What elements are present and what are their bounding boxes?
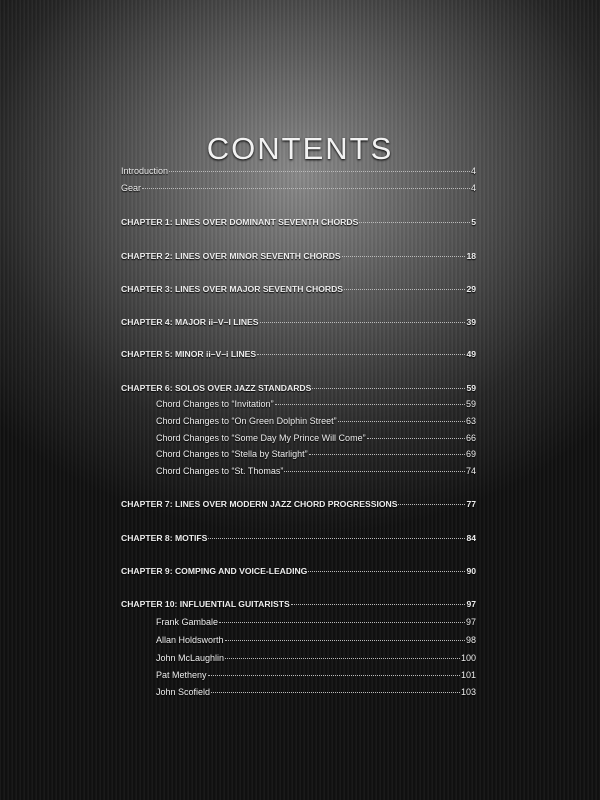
page-number: 59 [466, 383, 476, 393]
page-number: 39 [466, 317, 476, 327]
page-number: 97 [466, 599, 476, 609]
page-number: 29 [466, 284, 476, 294]
page-number: 100 [460, 653, 476, 663]
chapter-entry [121, 499, 476, 509]
sub-entry [156, 687, 476, 697]
dot-leader [275, 404, 465, 405]
page-number: 66 [465, 433, 476, 443]
page-number: 84 [466, 533, 476, 543]
toc-entry [121, 183, 476, 193]
sub-entry [156, 399, 476, 409]
page-title: CONTENTS [206, 130, 394, 166]
sub-entry [156, 617, 476, 627]
entry-label: Chord Changes to “St. Thomas” [156, 466, 284, 476]
sub-entry [156, 670, 476, 680]
entry-label: Chord Changes to “Stella by Starlight” [156, 449, 308, 459]
page-number: 5 [471, 217, 476, 227]
dot-leader [225, 658, 460, 659]
dot-leader [344, 289, 465, 290]
page-number: 74 [465, 466, 476, 476]
entry-label: CHAPTER 9: COMPING AND VOICE-LEADING [121, 566, 308, 576]
page-number: 101 [460, 670, 476, 680]
page-number: 4 [470, 166, 476, 176]
sub-entry [156, 449, 476, 459]
dot-leader [169, 171, 470, 172]
page-number: 90 [466, 566, 476, 576]
dot-leader [225, 640, 465, 641]
entry-label: CHAPTER 3: LINES OVER MAJOR SEVENTH CHORDS [121, 284, 344, 294]
dot-leader [208, 538, 465, 539]
dot-leader [359, 222, 470, 223]
entry-label: Introduction [121, 166, 169, 176]
chapter-entry [121, 383, 476, 393]
entry-label: Allan Holdsworth [156, 635, 224, 645]
entry-label: CHAPTER 4: MAJOR ii–V–I LINES [121, 317, 259, 327]
sub-entry [156, 466, 476, 476]
chapter-entry [121, 284, 476, 294]
entry-label: Chord Changes to “On Green Dolphin Street” [156, 416, 337, 426]
entry-label: John McLaughlin [156, 653, 225, 663]
entry-label: CHAPTER 6: SOLOS OVER JAZZ STANDARDS [121, 383, 312, 393]
entry-label: Gear [121, 183, 142, 193]
chapter-entry [121, 317, 476, 327]
dot-leader [291, 604, 466, 605]
page-number: 49 [466, 349, 476, 359]
chapter-entry [121, 533, 476, 543]
chapter-entry [121, 217, 476, 227]
dot-leader [211, 692, 460, 693]
page-number: 59 [465, 399, 476, 409]
chapter-entry [121, 349, 476, 359]
entry-label: Chord Changes to “Some Day My Prince Will Come” [156, 433, 366, 443]
dot-leader [338, 421, 465, 422]
entry-label: Pat Metheny [156, 670, 207, 680]
entry-label: Chord Changes to “Invitation” [156, 399, 274, 409]
entry-label: CHAPTER 1: LINES OVER DOMINANT SEVENTH CHORDS [121, 217, 359, 227]
entry-label: John Scofield [156, 687, 211, 697]
dot-leader [260, 322, 466, 323]
dot-leader [257, 354, 465, 355]
chapter-entry [121, 251, 476, 261]
dot-leader [219, 622, 465, 623]
page-number: 4 [470, 183, 476, 193]
page-number: 18 [466, 251, 476, 261]
page-number: 77 [466, 499, 476, 509]
dot-leader [312, 388, 465, 389]
entry-label: CHAPTER 7: LINES OVER MODERN JAZZ CHORD PROGRESSIONS [121, 499, 398, 509]
chapter-entry [121, 599, 476, 609]
entry-label: CHAPTER 5: MINOR ii–V–i LINES [121, 349, 257, 359]
entry-label: CHAPTER 2: LINES OVER MINOR SEVENTH CHORDS [121, 251, 341, 261]
sub-entry [156, 635, 476, 645]
sub-entry [156, 416, 476, 426]
sub-entry [156, 433, 476, 443]
dot-leader [309, 454, 465, 455]
toc-entry [121, 166, 476, 176]
dot-leader [367, 438, 465, 439]
dot-leader [308, 571, 465, 572]
dot-leader [398, 504, 465, 505]
dot-leader [142, 188, 470, 189]
page-number: 63 [465, 416, 476, 426]
dot-leader [342, 256, 466, 257]
page-number: 69 [465, 449, 476, 459]
entry-label: Frank Gambale [156, 617, 219, 627]
entry-label: CHAPTER 10: INFLUENTIAL GUITARISTS [121, 599, 290, 609]
sub-entry [156, 653, 476, 663]
entry-label: CHAPTER 8: MOTIFS [121, 533, 208, 543]
chapter-entry [121, 566, 476, 576]
page-number: 103 [460, 687, 476, 697]
dot-leader [284, 471, 465, 472]
dot-leader [208, 675, 460, 676]
page-number: 98 [465, 635, 476, 645]
page-number: 97 [465, 617, 476, 627]
